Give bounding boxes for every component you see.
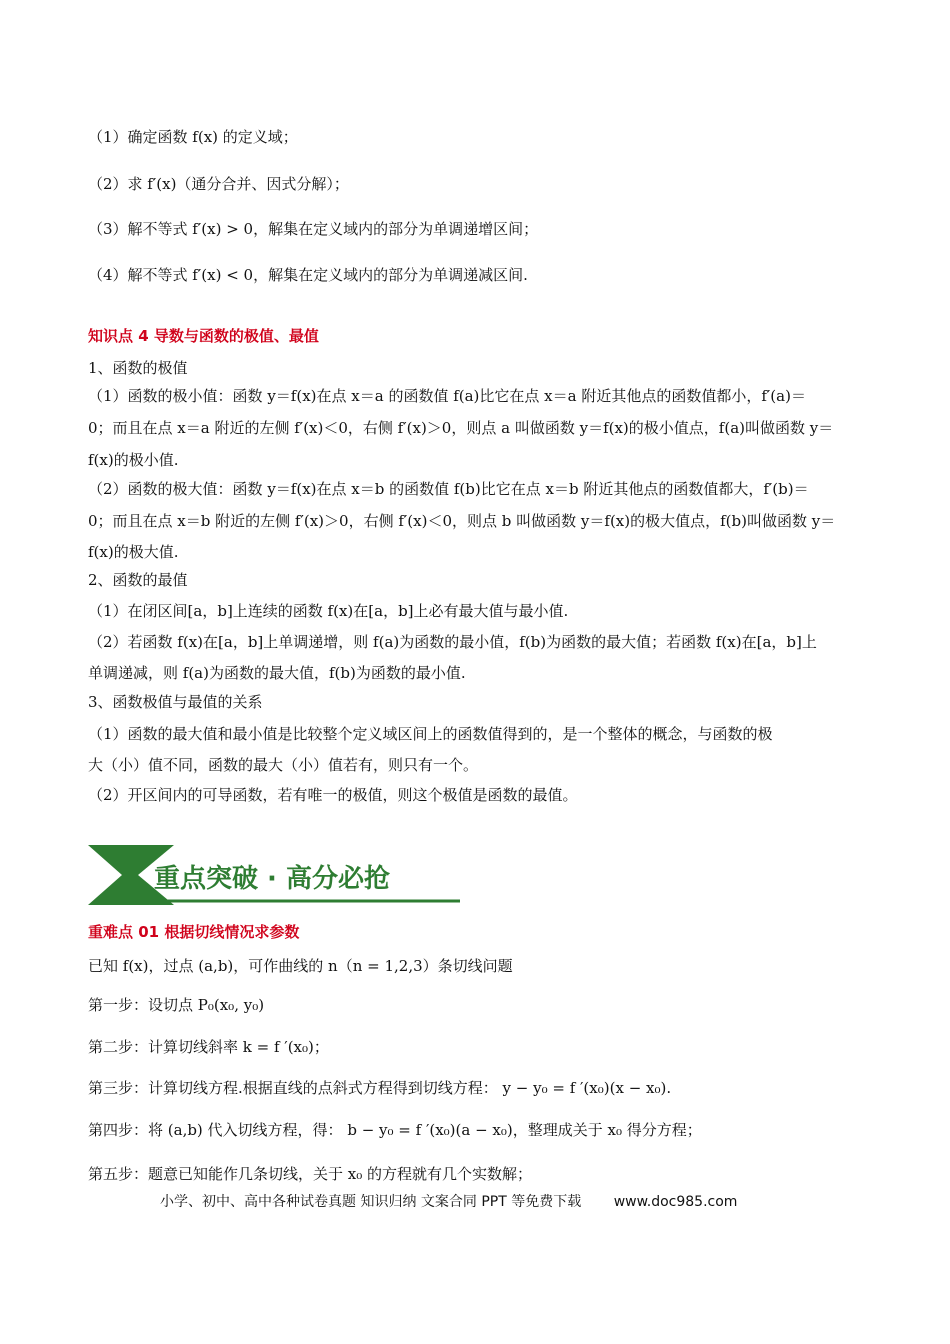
footer-text: 小学、初中、高中各种试卷真题 知识归纳 文案合同 PPT 等免费下载 bbox=[160, 1194, 582, 1210]
body-line: 第五步：题意已知能作几条切线，关于 x₀ 的方程就有几个实数解； bbox=[88, 1165, 533, 1183]
body-line: 第三步：计算切线方程.根据直线的点斜式方程得到切线方程： y − y₀ = f ′(x₀)(x − x₀). bbox=[88, 1079, 672, 1097]
body-line: 第四步：将 (a,b) 代入切线方程，得： b − y₀ = f ′(x₀)(a − x₀)，整理成关于 x₀ 得分方程； bbox=[88, 1121, 702, 1139]
body-line: （2）若函数 f(x)在[a，b]上单调递增，则 f(a)为函数的最小值，f(b)为函数的最大值；若函数 f(x)在[a，b]上 bbox=[88, 633, 817, 651]
body-line: 2、函数的最值 bbox=[88, 571, 188, 589]
section-heading: 知识点 4 导数与函数的极值、最值 bbox=[88, 327, 319, 345]
step-1: （1）确定函数 f(x) 的定义域； bbox=[88, 128, 298, 146]
body-line: f(x)的极大值. bbox=[88, 543, 179, 561]
banner-text: 重点突破 · 高分必抢 bbox=[154, 864, 390, 894]
body-line: f(x)的极小值. bbox=[88, 451, 179, 469]
body-line: 1、函数的极值 bbox=[88, 359, 188, 377]
body-line: 单调递减，则 f(a)为函数的最大值，f(b)为函数的最小值. bbox=[88, 664, 466, 682]
banner-graphic bbox=[88, 845, 468, 905]
body-line: 第二步：计算切线斜率 k = f ′(x₀)； bbox=[88, 1038, 329, 1056]
footer-site-link[interactable]: www.doc985.com bbox=[613, 1194, 738, 1210]
body-line: （1）函数的极小值：函数 y＝f(x)在点 x＝a 的函数值 f(a)比它在点 x＝a 附近其他点的函数值都小，f′(a)＝ bbox=[88, 387, 806, 405]
section-banner bbox=[88, 845, 468, 905]
body-line: 第一步：设切点 P₀(x₀, y₀) bbox=[88, 996, 265, 1014]
step-3: （3）解不等式 f′(x) > 0，解集在定义域内的部分为单调递增区间； bbox=[88, 220, 539, 238]
body-line: （2）函数的极大值：函数 y＝f(x)在点 x＝b 的函数值 f(b)比它在点 x＝b 附近其他点的函数值都大，f′(b)＝ bbox=[88, 480, 809, 498]
body-line: （1）函数的最大值和最小值是比较整个定义域区间上的函数值得到的，是一个整体的概念，与函数的极 bbox=[88, 725, 773, 743]
step-4: （4）解不等式 f′(x) < 0，解集在定义域内的部分为单调递减区间. bbox=[88, 266, 528, 284]
body-line: 大（小）值不同，函数的最大（小）值若有，则只有一个。 bbox=[88, 756, 479, 774]
body-line: 0；而且在点 x＝a 附近的左侧 f′(x)＜0，右侧 f′(x)＞0，则点 a 叫做函数 y＝f(x)的极小值点，f(a)叫做函数 y＝ bbox=[88, 419, 834, 437]
body-line: 0；而且在点 x＝b 附近的左侧 f′(x)＞0，右侧 f′(x)＜0，则点 b 叫做函数 y＝f(x)的极大值点，f(b)叫做函数 y＝ bbox=[88, 512, 836, 530]
step-2: （2）求 f′(x)（通分合并、因式分解）； bbox=[88, 175, 349, 193]
body-line: （2）开区间内的可导函数，若有唯一的极值，则这个极值是函数的最值。 bbox=[88, 786, 578, 804]
page-footer bbox=[160, 1191, 737, 1211]
body-line: 已知 f(x)，过点 (a,b)，可作曲线的 n（n = 1,2,3）条切线问题 bbox=[88, 957, 513, 975]
body-line: （1）在闭区间[a，b]上连续的函数 f(x)在[a，b]上必有最大值与最小值. bbox=[88, 602, 569, 620]
body-line: 3、函数极值与最值的关系 bbox=[88, 693, 263, 711]
hard-point-heading: 重难点 01 根据切线情况求参数 bbox=[88, 923, 300, 941]
